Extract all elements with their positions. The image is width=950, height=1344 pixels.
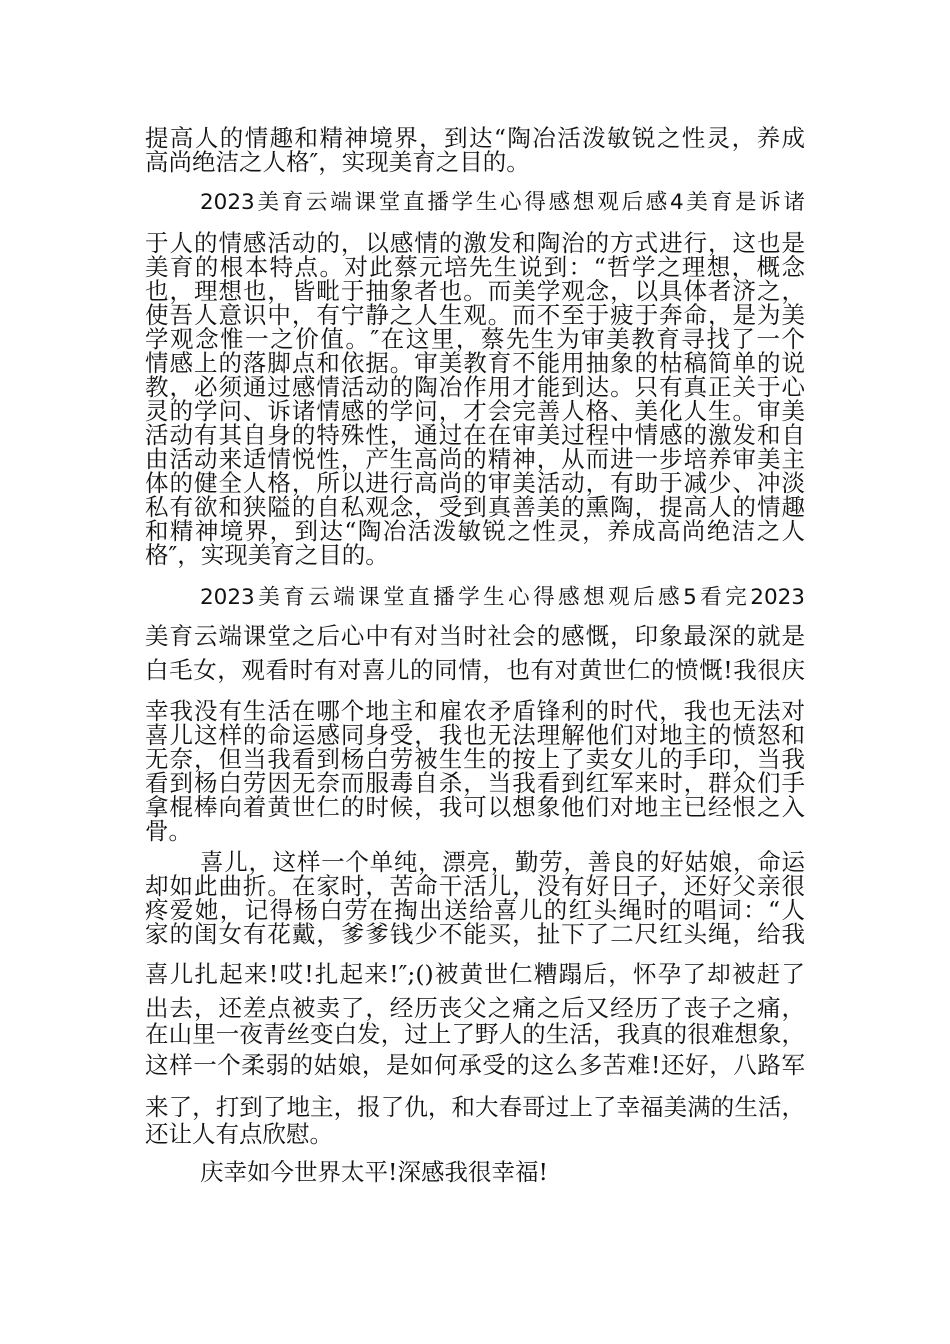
text-line: 这样一个柔弱的姑娘，是如何承受的这么多苦难!还好，八路军 <box>145 1051 805 1079</box>
text-line: 喜儿这样的命运感同身受，我也无法理解他们对地主的愤怒和 <box>145 721 805 749</box>
text-line: 灵的学问、诉诸情感的学问，才会完善人格、美化人生。审美 <box>145 397 805 425</box>
text-line: 无奈，但当我看到杨白劳被生生的按上了卖女儿的手印，当我 <box>145 745 805 773</box>
text-line: 骨。 <box>145 817 192 845</box>
text-line: 出去，还差点被卖了，经历丧父之痛之后又经历了丧子之痛， <box>145 994 805 1022</box>
text-line: 私有欲和狭隘的自私观念，受到真善美的熏陶，提高人的情趣 <box>145 493 805 521</box>
text-line: 美育云端课堂之后心中有对当时社会的感慨，印象最深的就是 <box>145 622 805 650</box>
text-line: 看到杨白劳因无奈而服毒自杀，当我看到红军来时，群众们手 <box>145 769 805 797</box>
text-line: 喜儿扎起来!哎!扎起来!″;()被黄世仁糟蹋后，怀孕了却被赶了 <box>145 960 805 988</box>
text-line: 庆幸如今世界太平!深感我很幸福! <box>200 1158 548 1186</box>
text-line: 幸我没有生活在哪个地主和雇农矛盾锋利的时代，我也无法对 <box>145 697 805 725</box>
essay-heading-line: 2023美育云端课堂直播学生心得感想观后感4美育是诉诸 <box>200 190 805 215</box>
text-line: 教，必须通过感情活动的陶冶作用才能到达。只有真正关于心 <box>145 373 805 401</box>
text-line: 使吾人意识中，有宁静之人生观。而不至于疲于奔命，是为美 <box>145 301 805 329</box>
essay-heading-line: 2023美育云端课堂直播学生心得感想观后感5看完2023 <box>200 585 805 610</box>
text-line: 拿棍棒向着黄世仁的时候，我可以想象他们对地主已经恨之入 <box>145 793 805 821</box>
text-line: 提高人的情趣和精神境界，到达“陶冶活泼敏锐之性灵，养成 <box>145 124 805 152</box>
text-line: 格″，实现美育之目的。 <box>145 541 389 569</box>
text-line: 体的健全人格，所以进行高尚的审美活动，有助于减少、冲淡 <box>145 469 805 497</box>
text-line: 却如此曲折。在家时，苦命干活儿，没有好日子，还好父亲很 <box>145 872 805 900</box>
text-line: 和精神境界，到达“陶冶活泼敏锐之性灵，养成高尚绝洁之人 <box>145 517 805 545</box>
text-line: 也，理想也，皆毗于抽象者也。而美学观念，以具体者济之， <box>145 277 805 305</box>
text-line: 还让人有点欣慰。 <box>145 1120 333 1148</box>
text-line: 疼爱她，记得杨白劳在掏出送给喜儿的红头绳时的唱词：“人 <box>145 896 805 924</box>
text-line: 美育的根本特点。对此蔡元培先生说到：“哲学之理想，概念 <box>145 253 805 281</box>
text-line: 情感上的落脚点和依据。审美教育不能用抽象的枯稿简单的说 <box>145 349 805 377</box>
text-line: 于人的情感活动的，以感情的激发和陶治的方式进行，这也是 <box>145 229 805 257</box>
text-line: 白毛女，观看时有对喜儿的同情，也有对黄世仁的愤慨!我很庆 <box>145 656 805 684</box>
text-line: 高尚绝洁之人格″，实现美育之目的。 <box>145 148 530 176</box>
text-line: 由活动来适情悦性，产生高尚的精神，从而进一步培养审美主 <box>145 445 805 473</box>
text-line: 在山里一夜青丝变白发，过上了野人的生活，我真的很难想象， <box>145 1020 805 1048</box>
text-line: 学观念惟一之价值。″在这里，蔡先生为审美教育寻找了一个 <box>145 325 805 353</box>
text-line: 活动有其自身的特殊性，通过在在审美过程中情感的激发和自 <box>145 421 805 449</box>
text-line: 喜儿，这样一个单纯，漂亮，勤劳，善良的好姑娘，命运 <box>200 848 805 876</box>
text-line: 家的闺女有花戴，爹爹钱少不能买，扯下了二尺红头绳，给我 <box>145 920 805 948</box>
text-line: 来了，打到了地主，报了仇，和大春哥过上了幸福美满的生活， <box>145 1093 805 1121</box>
